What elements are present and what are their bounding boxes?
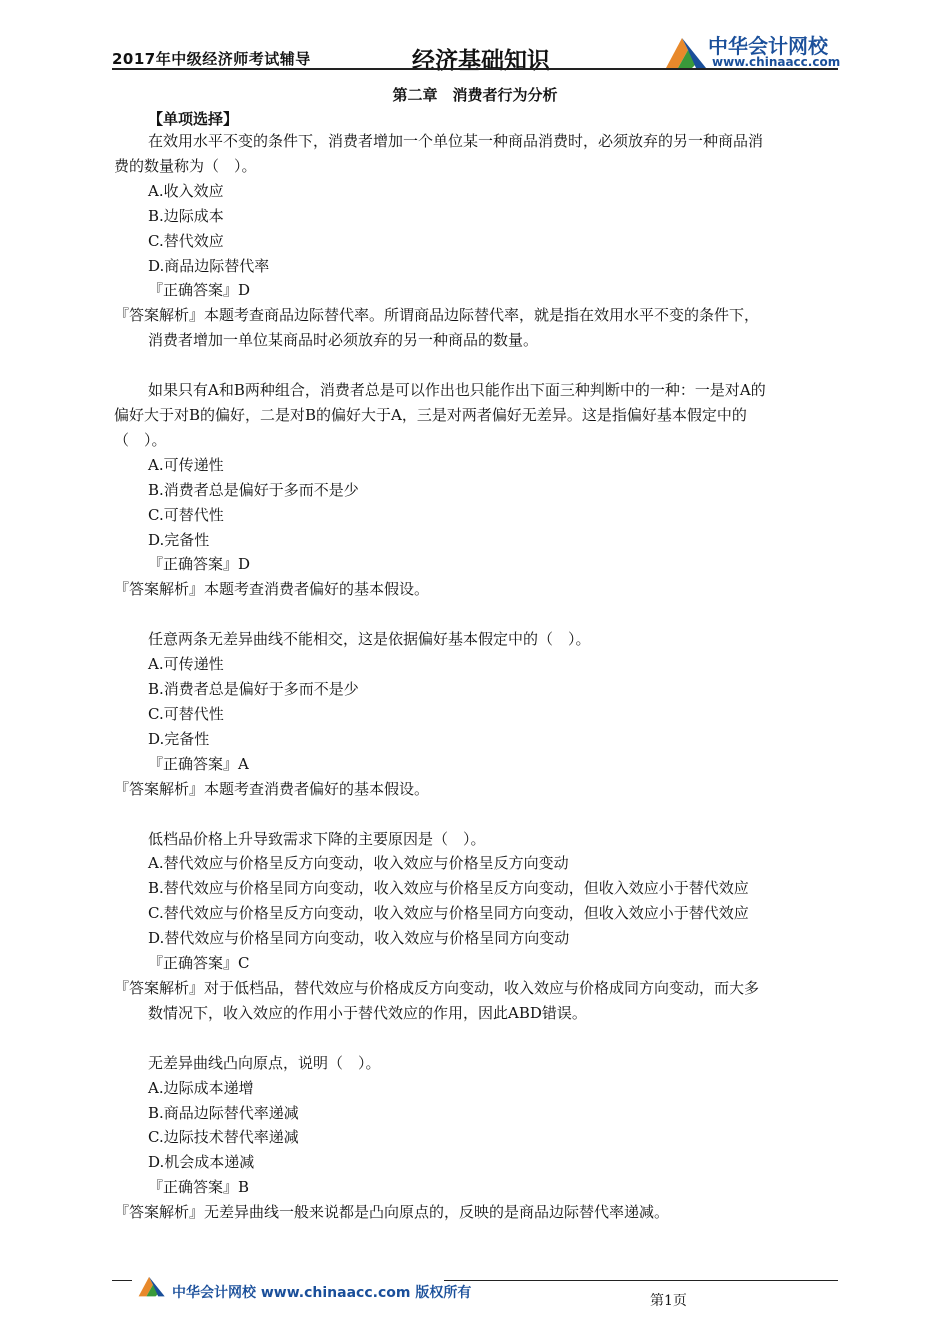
chinaacc-logo (662, 30, 841, 72)
answer-option: A.边际成本递增 (148, 1078, 254, 1097)
correct-answer: 『正确答案』C (148, 954, 250, 972)
answer-option: D.商品边际替代率 (148, 256, 270, 275)
answer-option: B.消费者总是偏好于多而不是少 (148, 480, 359, 499)
footer-copyright: 中华会计网校 www.chinaacc.com 版权所有 (172, 1285, 472, 1301)
question-stem: 如果只有A和B两种组合，消费者总是可以作出也只能作出下面三种判断中的一种：一是对A的 (148, 381, 766, 400)
answer-analysis: 『答案解析』对于低档品，替代效应与价格成反方向变动，收入效应与价格成同方向变动，而大多 (114, 978, 760, 997)
answer-option: B.消费者总是偏好于多而不是少 (148, 680, 359, 698)
answer-option: B.商品边际替代率递减 (148, 1103, 299, 1122)
question-stem: 任意两条无差异曲线不能相交，这是依据偏好基本假定中的（ ）。 (148, 630, 591, 649)
header-exam-title: 2017年中级经济师考试辅导 (112, 50, 311, 68)
answer-analysis: 『答案解析』本题考查消费者偏好的基本假设。 (114, 580, 430, 599)
answer-option: A.收入效应 (148, 181, 224, 200)
answer-option: D.机会成本递减 (148, 1153, 255, 1172)
question-stem: 费的数量称为（ ）。 (114, 156, 257, 175)
footer-logo-icon (136, 1272, 166, 1300)
section-label: 【单项选择】 (148, 110, 239, 128)
question-stem: （ ）。 (114, 430, 167, 449)
logo-name: 中华会计网校 (708, 34, 828, 58)
correct-answer: 『正确答案』D (148, 555, 251, 574)
answer-option: A.替代效应与价格呈反方向变动，收入效应与价格呈反方向变动 (148, 854, 569, 873)
answer-analysis: 『答案解析』无差异曲线一般来说都是凸向原点的，反映的是商品边际替代率递减。 (114, 1203, 670, 1222)
correct-answer: 『正确答案』B (148, 1178, 250, 1197)
answer-option: C.可替代性 (148, 704, 224, 723)
answer-option: D.替代效应与价格呈同方向变动，收入效应与价格呈同方向变动 (148, 929, 570, 948)
page-number: 第1页 (650, 1293, 687, 1309)
question-stem: 在效用水平不变的条件下，消费者增加一个单位某一种商品消费时，必须放弃的另一种商品消 (148, 132, 764, 150)
logo-url: www.chinaacc.com (712, 55, 841, 69)
answer-option: D.完备性 (148, 530, 210, 549)
answer-option: D.完备性 (148, 729, 210, 748)
answer-option: A.可传递性 (148, 655, 224, 674)
footer-divider-left (112, 1280, 132, 1281)
answer-option: B.替代效应与价格呈同方向变动，收入效应与价格呈反方向变动，但收入效应小于替代效应 (148, 879, 749, 898)
logo-mark-icon (662, 34, 708, 70)
correct-answer: 『正确答案』D (148, 281, 251, 300)
answer-analysis: 数情况下，收入效应的作用小于替代效应的作用，因此ABD错误。 (148, 1003, 587, 1022)
question-stem: 低档品价格上升导致需求下降的主要原因是（ ）。 (148, 829, 486, 848)
answer-option: A.可传递性 (148, 455, 224, 474)
answer-option: C.边际技术替代率递减 (148, 1128, 299, 1147)
question-stem: 无差异曲线凸向原点，说明（ ）。 (148, 1053, 381, 1072)
correct-answer: 『正确答案』A (148, 754, 249, 773)
answer-analysis: 『答案解析』本题考查商品边际替代率。所谓商品边际替代率，就是指在效用水平不变的条件下， (114, 306, 760, 325)
answer-analysis: 消费者增加一单位某商品时必须放弃的另一种商品的数量。 (148, 331, 539, 350)
answer-option: B.边际成本 (148, 206, 224, 225)
answer-option: C.替代效应 (148, 231, 224, 250)
answer-option: C.可替代性 (148, 505, 224, 524)
footer-divider-right (444, 1280, 838, 1281)
header-divider (112, 68, 838, 70)
answer-analysis: 『答案解析』本题考查消费者偏好的基本假设。 (114, 779, 430, 798)
answer-option: C.替代效应与价格呈反方向变动，收入效应与价格呈同方向变动，但收入效应小于替代效应 (148, 904, 749, 923)
chapter-title: 第二章 消费者行为分析 (392, 86, 558, 104)
question-stem: 偏好大于对B的偏好，二是对B的偏好大于A，三是对两者偏好无差异。这是指偏好基本假定中的 (114, 406, 747, 424)
header-subject-title: 经济基础知识 (412, 48, 550, 74)
